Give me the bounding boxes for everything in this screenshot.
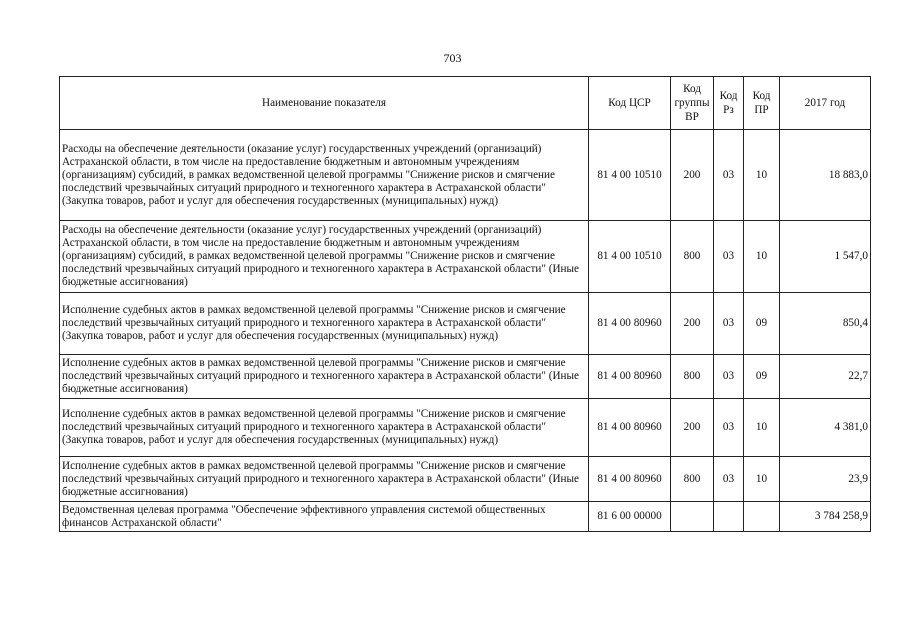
header-rz: Код Рз bbox=[714, 77, 744, 130]
header-year: 2017 год bbox=[780, 77, 871, 130]
budget-table bbox=[59, 76, 871, 532]
row-amount: 3 784 258,9 bbox=[780, 502, 871, 532]
row-pr: 10 bbox=[744, 130, 780, 221]
row-rz: 03 bbox=[714, 457, 744, 502]
row-vr: 200 bbox=[671, 399, 714, 457]
row-pr: 10 bbox=[744, 399, 780, 457]
row-rz bbox=[714, 502, 744, 532]
row-pr: 09 bbox=[744, 293, 780, 355]
row-name: Исполнение судебных актов в рамках ведомственной целевой программы "Снижение рисков и смягчение последствий чрезвычайных ситуаций природного и техногенного характера в Астраханской области" (Иные бюджетные ассигнования) bbox=[60, 457, 589, 502]
row-name: Исполнение судебных актов в рамках ведомственной целевой программы "Снижение рисков и смягчение последствий чрезвычайных ситуаций природного и техногенного характера в Астраханской области" (Закупка товаров, работ и услуг для обеспечения государственных (муниципальных) нужд) bbox=[60, 399, 589, 457]
header-csr: Код ЦСР bbox=[589, 77, 671, 130]
row-rz: 03 bbox=[714, 221, 744, 293]
table-row bbox=[60, 130, 871, 221]
header-pr: Код ПР bbox=[744, 77, 780, 130]
row-name: Расходы на обеспечение деятельности (оказание услуг) государственных учреждений (организаций) Астраханской области, в том числе на предоставление бюджетным и автономным учреждениям (организациям) субсидий, в рамках ведомственной целевой программы "Снижение рисков и смягчение последствий чрезвычайных ситуаций природного и техногенного характера в Астраханской области" (Иные бюджетные ассигнования) bbox=[60, 221, 589, 293]
table-header-row bbox=[60, 77, 871, 130]
row-amount: 1 547,0 bbox=[780, 221, 871, 293]
row-csr: 81 4 00 80960 bbox=[589, 293, 671, 355]
table-row bbox=[60, 355, 871, 399]
row-amount: 23,9 bbox=[780, 457, 871, 502]
row-name: Исполнение судебных актов в рамках ведомственной целевой программы "Снижение рисков и смягчение последствий чрезвычайных ситуаций природного и техногенного характера в Астраханской области" (Иные бюджетные ассигнования) bbox=[60, 355, 589, 399]
row-amount: 18 883,0 bbox=[780, 130, 871, 221]
row-csr: 81 4 00 10510 bbox=[589, 221, 671, 293]
table-row bbox=[60, 502, 871, 532]
row-rz: 03 bbox=[714, 130, 744, 221]
row-name: Ведомственная целевая программа "Обеспечение эффективного управления системой общественных финансов Астраханской области" bbox=[60, 502, 589, 532]
row-csr: 81 4 00 80960 bbox=[589, 457, 671, 502]
row-amount: 850,4 bbox=[780, 293, 871, 355]
row-rz: 03 bbox=[714, 399, 744, 457]
row-csr: 81 4 00 80960 bbox=[589, 399, 671, 457]
row-csr: 81 4 00 80960 bbox=[589, 355, 671, 399]
row-pr: 09 bbox=[744, 355, 780, 399]
table-row bbox=[60, 399, 871, 457]
header-vr: Код группы ВР bbox=[671, 77, 714, 130]
header-name: Наименование показателя bbox=[60, 77, 589, 130]
row-vr: 800 bbox=[671, 457, 714, 502]
row-amount: 4 381,0 bbox=[780, 399, 871, 457]
row-name: Расходы на обеспечение деятельности (оказание услуг) государственных учреждений (организаций) Астраханской области, в том числе на предоставление бюджетным и автономным учреждениям (организациям) субсидий, в рамках ведомственной целевой программы "Снижение рисков и смягчение последствий чрезвычайных ситуаций природного и техногенного характера в Астраханской области" (Закупка товаров, работ и услуг для обеспечения государственных (муниципальных) нужд) bbox=[60, 130, 589, 221]
row-vr: 200 bbox=[671, 293, 714, 355]
table-row bbox=[60, 293, 871, 355]
row-pr: 10 bbox=[744, 457, 780, 502]
row-name: Исполнение судебных актов в рамках ведомственной целевой программы "Снижение рисков и смягчение последствий чрезвычайных ситуаций природного и техногенного характера в Астраханской области" (Закупка товаров, работ и услуг для обеспечения государственных (муниципальных) нужд) bbox=[60, 293, 589, 355]
row-vr: 800 bbox=[671, 221, 714, 293]
row-vr bbox=[671, 502, 714, 532]
table-row bbox=[60, 457, 871, 502]
row-vr: 800 bbox=[671, 355, 714, 399]
row-csr: 81 6 00 00000 bbox=[589, 502, 671, 532]
row-pr: 10 bbox=[744, 221, 780, 293]
row-rz: 03 bbox=[714, 293, 744, 355]
table-row bbox=[60, 221, 871, 293]
row-csr: 81 4 00 10510 bbox=[589, 130, 671, 221]
row-amount: 22,7 bbox=[780, 355, 871, 399]
row-vr: 200 bbox=[671, 130, 714, 221]
page-number: 703 bbox=[443, 51, 462, 65]
row-pr bbox=[744, 502, 780, 532]
row-rz: 03 bbox=[714, 355, 744, 399]
